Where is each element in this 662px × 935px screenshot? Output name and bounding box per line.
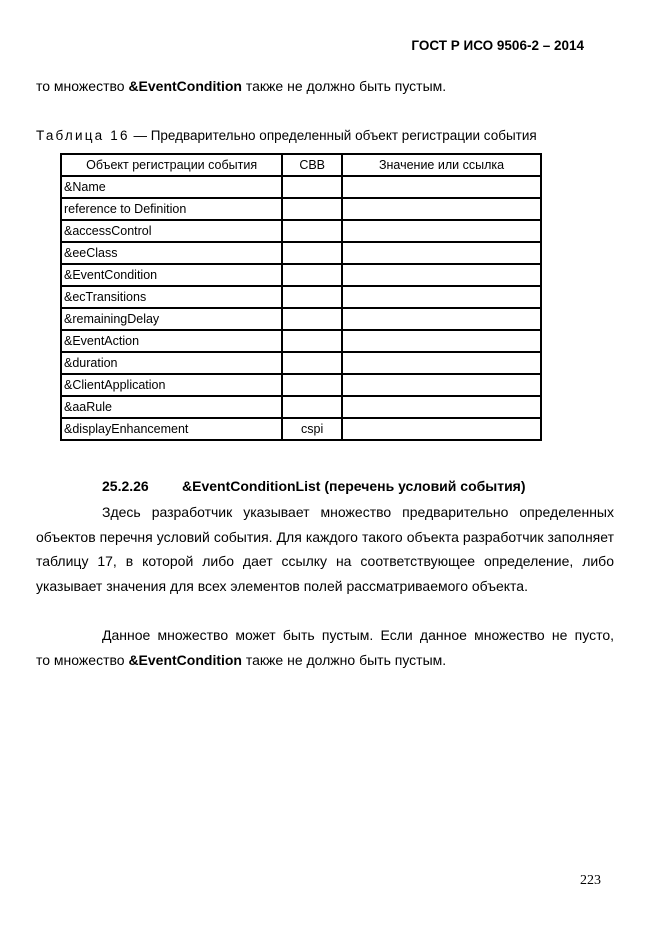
page-number: 223 [580,873,601,888]
object-cell: &EventAction [61,330,282,352]
table-row [61,220,541,242]
value-cell [342,396,541,418]
value-cell [342,374,541,396]
table-row [61,264,541,286]
section-heading [102,478,526,494]
object-cell: &remainingDelay [61,308,282,330]
cbb-cell [282,396,342,418]
cbb-cell [282,308,342,330]
object-cell: &accessControl [61,220,282,242]
text: также не должно быть пустым. [241,78,447,94]
table-row [61,198,541,220]
cbb-cell [282,264,342,286]
value-cell [342,242,541,264]
bold-term: &EventCondition [128,78,242,94]
cbb-cell [282,242,342,264]
text: также не должно быть пустым. [241,652,447,668]
text: то множество [36,78,129,94]
table-header-row [61,154,541,176]
table-row [61,418,541,440]
section-number: 25.2.26 [102,478,149,494]
value-cell [342,220,541,242]
section-title: &EventConditionList (перечень условий события) [182,478,526,494]
object-cell: &aaRule [61,396,282,418]
object-cell: &ecTransitions [61,286,282,308]
object-cell: &displayEnhancement [61,418,282,440]
table-row [61,176,541,198]
value-cell [342,286,541,308]
value-cell [342,352,541,374]
caption-dash: — [129,128,151,143]
table-row [61,286,541,308]
cbb-cell [282,374,342,396]
document-header: ГОСТ Р ИСО 9506-2 – 2014 [411,38,584,53]
paragraph-line: Данное множество может быть пустым. Если данное множество не пусто, [102,627,614,643]
paragraph: Здесь разработчик указывает множество предварительно определенных объектов перечня условий события. Для каждого такого объекта разработчик заполняет таблицу 17, в которой либо дает ссылку на соответствующее определение, либо указывает значения для всех элементов полей рассматриваемого объекта. [36,504,614,594]
bold-term: &EventCondition [128,652,242,668]
column-header: Значение или ссылка [342,154,541,176]
object-cell: &Name [61,176,282,198]
cbb-cell [282,330,342,352]
value-cell [342,264,541,286]
value-cell [342,198,541,220]
continuation-line [36,78,446,94]
object-cell: &ClientApplication [61,374,282,396]
value-cell [342,308,541,330]
table-row [61,308,541,330]
object-cell: &eeClass [61,242,282,264]
paragraph-line [36,652,446,668]
table-16 [60,153,542,441]
table-row [61,330,541,352]
object-cell: &duration [61,352,282,374]
object-cell: &EventCondition [61,264,282,286]
column-header: СВВ [282,154,342,176]
table-row [61,396,541,418]
text: то множество [36,652,129,668]
cbb-cell [282,352,342,374]
cbb-cell: cspi [282,418,342,440]
value-cell [342,330,541,352]
table-caption [36,128,537,143]
table-row [61,352,541,374]
table-row [61,374,541,396]
caption-text: Предварительно определенный объект регистрации события [150,128,537,143]
value-cell [342,418,541,440]
cbb-cell [282,220,342,242]
table-label: Таблица 16 [36,128,130,143]
table-row [61,242,541,264]
cbb-cell [282,286,342,308]
cbb-cell [282,198,342,220]
value-cell [342,176,541,198]
object-cell: reference to Definition [61,198,282,220]
column-header: Объект регистрации события [61,154,282,176]
cbb-cell [282,176,342,198]
